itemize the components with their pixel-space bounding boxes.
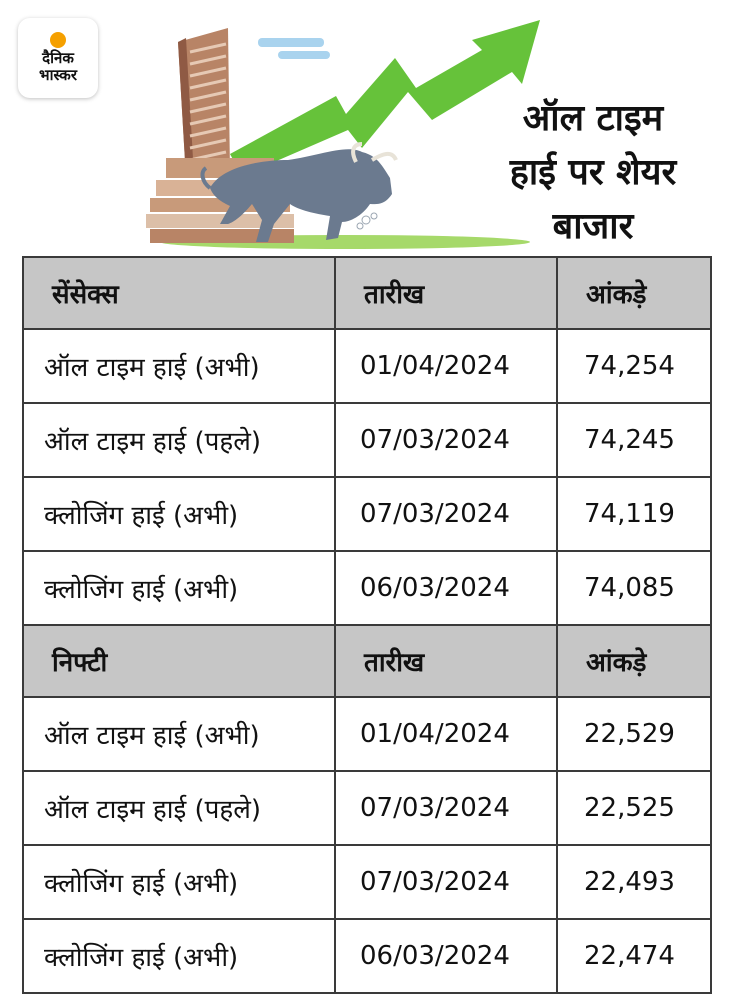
- brand-line-1: दैनिक: [42, 49, 74, 67]
- nifty-title: निफ्टी: [23, 625, 335, 697]
- row-value: 74,085: [557, 551, 711, 625]
- brand-logo: [18, 18, 98, 98]
- row-value: 74,254: [557, 329, 711, 403]
- row-date: 06/03/2024: [335, 551, 557, 625]
- row-label: ऑल टाइम हाई (अभी): [23, 697, 335, 771]
- bull-breath-icon: [357, 213, 377, 229]
- table-row: [23, 551, 711, 625]
- row-date: 06/03/2024: [335, 919, 557, 993]
- row-value: 74,245: [557, 403, 711, 477]
- table-row: [23, 329, 711, 403]
- table-row: [23, 919, 711, 993]
- row-date: 07/03/2024: [335, 771, 557, 845]
- row-label: क्लोजिंग हाई (अभी): [23, 919, 335, 993]
- headline-line-2: हाई पर शेयर: [509, 152, 677, 193]
- row-date: 07/03/2024: [335, 845, 557, 919]
- stock-records-table: [22, 256, 712, 994]
- row-label: क्लोजिंग हाई (अभी): [23, 551, 335, 625]
- row-value: 22,529: [557, 697, 711, 771]
- row-date: 07/03/2024: [335, 477, 557, 551]
- brand-line-2: भास्कर: [39, 66, 77, 84]
- headline-line-3: बाजार: [552, 206, 634, 247]
- row-label: क्लोजिंग हाई (अभी): [23, 845, 335, 919]
- sensex-header-row: [23, 257, 711, 329]
- value-column-header: आंकड़े: [557, 257, 711, 329]
- row-value: 22,525: [557, 771, 711, 845]
- row-date: 07/03/2024: [335, 403, 557, 477]
- value-column-header: आंकड़े: [557, 625, 711, 697]
- row-label: ऑल टाइम हाई (पहले): [23, 403, 335, 477]
- table-row: [23, 477, 711, 551]
- row-date: 01/04/2024: [335, 329, 557, 403]
- cloud-icon: [258, 38, 330, 59]
- sun-icon: [50, 32, 66, 48]
- table-row: [23, 845, 711, 919]
- table-row: [23, 697, 711, 771]
- row-value: 22,474: [557, 919, 711, 993]
- row-label: ऑल टाइम हाई (पहले): [23, 771, 335, 845]
- row-label: क्लोजिंग हाई (अभी): [23, 477, 335, 551]
- row-date: 01/04/2024: [335, 697, 557, 771]
- nifty-header-row: [23, 625, 711, 697]
- row-value: 22,493: [557, 845, 711, 919]
- headline: [478, 92, 708, 254]
- date-column-header: तारीख: [335, 257, 557, 329]
- row-value: 74,119: [557, 477, 711, 551]
- sensex-title: सेंसेक्स: [23, 257, 335, 329]
- table-row: [23, 403, 711, 477]
- table-row: [23, 771, 711, 845]
- date-column-header: तारीख: [335, 625, 557, 697]
- headline-line-1: ऑल टाइम: [522, 98, 664, 139]
- row-label: ऑल टाइम हाई (अभी): [23, 329, 335, 403]
